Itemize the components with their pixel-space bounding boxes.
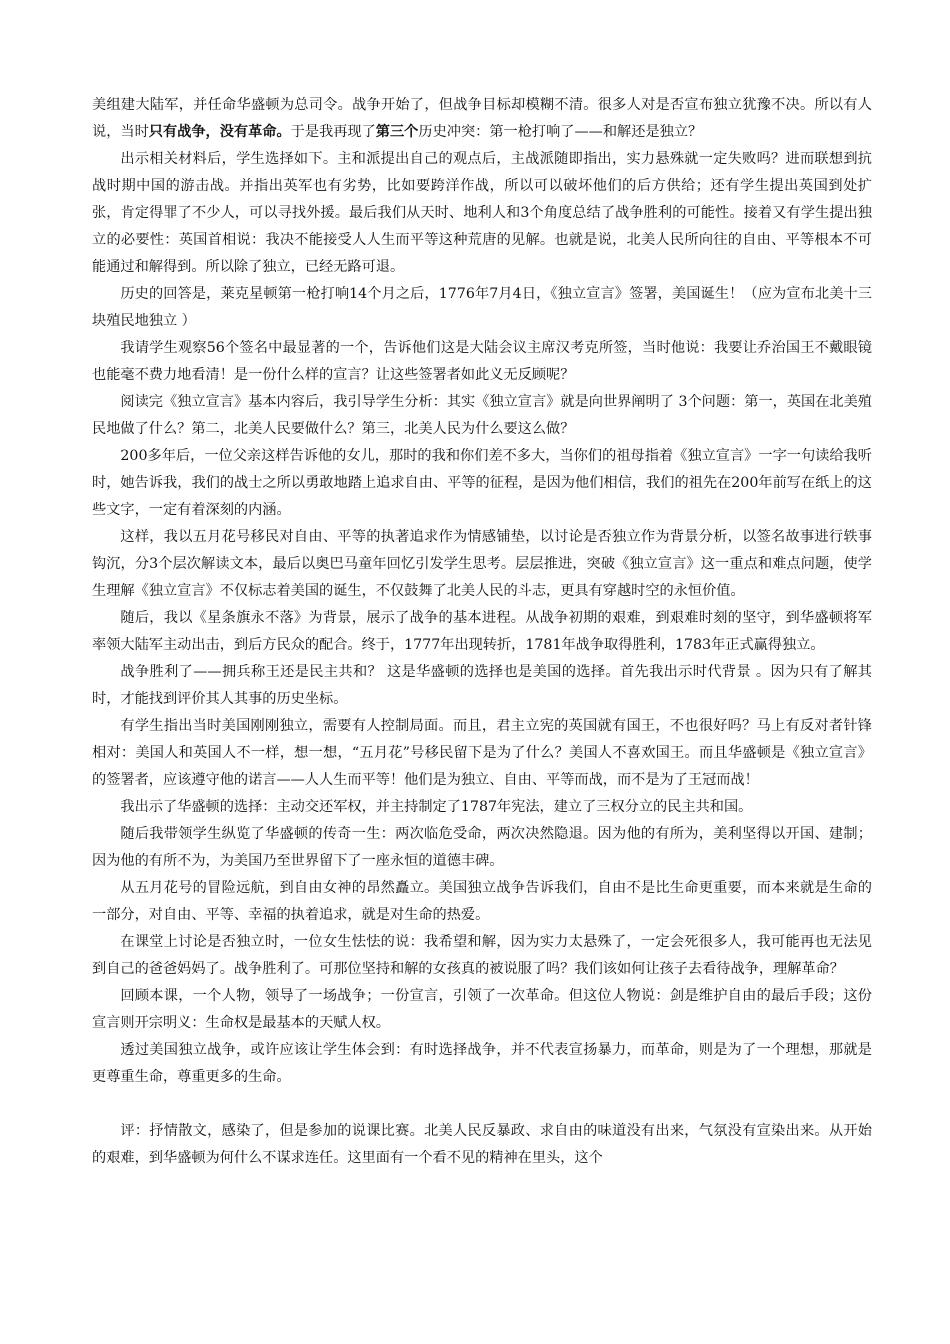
text-run: 历史的回答是，莱克星顿第一枪打响14个月之后，1776年7月4日，《独立宣言》签署，美国诞生！（应为宣布北美十三块殖民地独立 ） <box>92 286 872 329</box>
blank-line <box>92 1091 872 1118</box>
text-run: 阅读完《独立宣言》基本内容后，我引导学生分析：其实《独立宣言》就是向世界阐明了 3个问题：第一，英国在北美殖民地做了什么？第二，北美人民要做什么？第三，北美人民为什么要这么做？ <box>92 394 872 437</box>
paragraph <box>92 1118 872 1172</box>
paragraph <box>92 92 872 146</box>
paragraph <box>92 713 872 794</box>
paragraph <box>92 443 872 524</box>
text-run: 在课堂上讨论是否独立时，一位女生怯怯的说：我希望和解，因为实力太悬殊了，一定会死很多人，我可能再也无法见到自己的爸爸妈妈了。战争胜利了。可那位坚持和解的女孩真的被说服了吗？我们该如何让孩子去看待战争，理解革命？ <box>92 934 872 977</box>
text-run: 随后，我以《星条旗永不落》为背景，展示了战争的基本进程。从战争初期的艰难，到艰难时刻的坚守，到华盛顿将军率领大陆军主动出击，到后方民众的配合。终于，1777年出现转折，1781年战争取得胜利，1783年正式赢得独立。 <box>92 610 872 653</box>
text-run: 有学生指出当时美国刚刚独立，需要有人控制局面。而且，君主立宪的英国就有国王，不也很好吗？马上有反对者针锋相对：美国人和英国人不一样，想一想，“五月花”号移民留下是为了什么？美国人不喜欢国王。而且华盛顿是《独立宣言》的签署者，应该遵守他的诺言——人人生而平等！他们是为独立、自由、平等而战，而不是为了王冠而战！ <box>92 718 872 788</box>
text-run: 历史冲突：第一枪打响了——和解还是独立？ <box>418 124 703 140</box>
paragraph <box>92 794 872 821</box>
paragraph <box>92 281 872 335</box>
text-run: 美组建大陆军，并任命华盛顿为总司令。战争开始了，但战争目标却模糊不清。很多人对是否宣布独立犹豫不决。所以有人说，当时 <box>92 97 872 140</box>
paragraph <box>92 821 872 875</box>
text-run: 我请学生观察56个签名中最显著的一个，告诉他们这是大陆会议主席汉考克所签，当时他说：我要让乔治国王不戴眼镜也能毫不费力地看清！是一份什么样的宣言？让这些签署者如此义无反顾呢？ <box>92 340 872 383</box>
text-run: 出示相关材料后，学生选择如下。主和派提出自己的观点后，主战派随即指出，实力悬殊就一定失败吗？进而联想到抗战时期中国的游击战。并指出英军也有劣势，比如要跨洋作战，所以可以破坏他们的后方供给；还有学生提出英国到处扩张，肯定得罪了不少人，可以寻找外援。最后我们从天时、地利人和3个角度总结了战争胜利的可能性。接着又有学生提出独立的必要性：英国首相说：我决不能接受人人生而平等这种荒唐的见解。也就是说，北美人民所向往的自由、平等根本不可能通过和解得到。所以除了独立，已经无路可退。 <box>92 151 872 275</box>
text-run: 从五月花号的冒险远航，到自由女神的昂然矗立。美国独立战争告诉我们，自由不是比生命更重要，而本来就是生命的一部分，对自由、平等、幸福的执着追求，就是对生命的热爱。 <box>92 880 872 923</box>
paragraph <box>92 929 872 983</box>
text-run: 这样，我以五月花号移民对自由、平等的执著追求作为情感铺垫，以讨论是否独立作为背景分析，以签名故事进行轶事钩沉，分3个层次解读文本，最后以奥巴马童年回忆引发学生思考。层层推进，突破《独立宣言》这一重点和难点问题，使学生理解《独立宣言》不仅标志着美国的诞生，不仅鼓舞了北美人民的斗志，更具有穿越时空的永恒价值。 <box>92 529 872 599</box>
text-run: 透过美国独立战争，或许应该让学生体会到：有时选择战争，并不代表宣扬暴力，而革命，则是为了一个理想，那就是更尊重生命，尊重更多的生命。 <box>92 1042 872 1085</box>
text-run: 回顾本课，一个人物，领导了一场战争；一份宣言，引领了一次革命。但这位人物说：剑是维护自由的最后手段；这份宣言则开宗明义：生命权是最基本的天赋人权。 <box>92 988 872 1031</box>
bold-text: 第三个 <box>375 124 419 140</box>
paragraph <box>92 1037 872 1091</box>
document-body <box>92 92 872 1172</box>
paragraph <box>92 659 872 713</box>
text-run: 战争胜利了——拥兵称王还是民主共和？ 这是华盛顿的选择也是美国的选择。首先我出示时代背景 。因为只有了解其时，才能找到评价其人其事的历史坐标。 <box>92 664 872 707</box>
text-run: 我出示了华盛顿的选择：主动交还军权，并主持制定了1787年宪法，建立了三权分立的民主共和国。 <box>120 799 753 815</box>
paragraph <box>92 524 872 605</box>
paragraph <box>92 605 872 659</box>
paragraph <box>92 146 872 281</box>
paragraph <box>92 875 872 929</box>
text-run: 随后我带领学生纵览了华盛顿的传奇一生：两次临危受命，两次决然隐退。因为他的有所为，美利坚得以开国、建制；因为他的有所不为，为美国乃至世界留下了一座永恒的道德丰碑。 <box>92 826 872 869</box>
bold-text: 只有战争，没有革命。 <box>148 124 291 140</box>
paragraph <box>92 983 872 1037</box>
text-run: 于是我再现了 <box>290 124 376 140</box>
text-run: 评：抒情散文，感染了，但是参加的说课比赛。北美人民反暴政、求自由的味道没有出来，气氛没有宣染出来。从开始的艰难，到华盛顿为何什么不谋求连任。这里面有一个看不见的精神在里头，这个 <box>92 1123 872 1166</box>
paragraph <box>92 389 872 443</box>
text-run: 200多年后，一位父亲这样告诉他的女儿，那时的我和你们差不多大，当你们的祖母指着《独立宣言》一字一句读给我听时，她告诉我，我们的战士之所以勇敢地踏上追求自由、平等的征程，是因为他们相信，我们的祖先在200年前写在纸上的这些文字，一定有着深刻的内涵。 <box>92 448 872 518</box>
paragraph <box>92 335 872 389</box>
